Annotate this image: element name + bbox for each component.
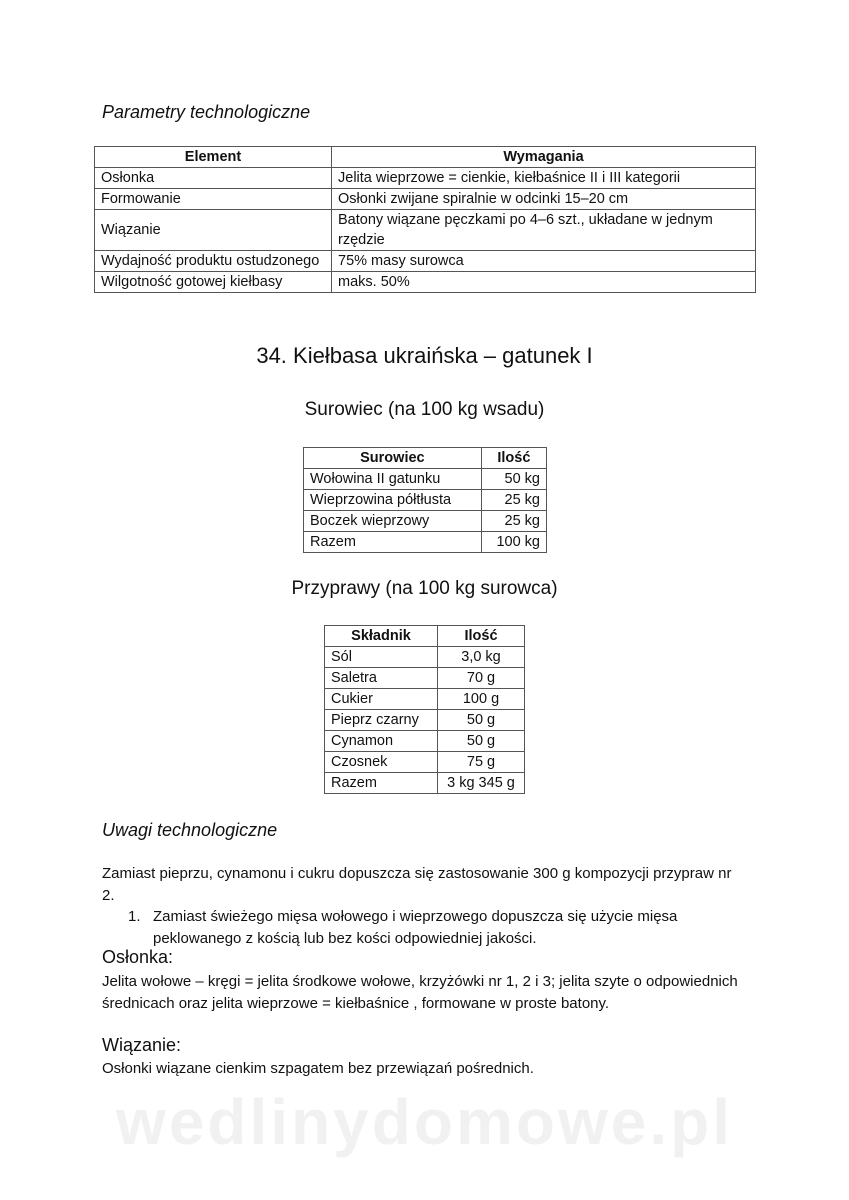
notes-paragraph: Zamiast pieprzu, cynamonu i cukru dopuszcza się zastosowanie 300 g kompozycji przypraw nr 2. — [102, 865, 732, 904]
table-row — [325, 710, 525, 731]
table-row — [304, 490, 547, 511]
cell-label: Wieprzowina półtłusta — [304, 490, 482, 511]
table-row — [95, 189, 756, 210]
cell-value: Jelita wieprzowe = cienkie, kiełbaśnice II i III kategorii — [332, 168, 756, 189]
casing-heading: Osłonka: — [102, 947, 174, 967]
cell-label: Razem — [304, 532, 482, 553]
list-item: Zamiast świeżego mięsa wołowego i wieprzowego dopuszcza się użycie mięsa peklowanego z kością lub bez kości odpowiedniej jakości. — [153, 908, 678, 947]
tying-text: Osłonki wiązane cienkim szpagatem bez przewiązań pośrednich. — [102, 1060, 534, 1077]
spice-heading: Przyprawy (na 100 kg surowca) — [291, 578, 558, 599]
table-row — [95, 168, 756, 189]
col-header: Ilość — [438, 626, 525, 647]
table-row — [325, 647, 525, 668]
cell-value: 3 kg 345 g — [438, 773, 525, 794]
list-number: 1. — [128, 908, 141, 925]
cell-label: Czosnek — [325, 752, 438, 773]
raw-table — [303, 447, 547, 553]
col-header: Element — [95, 147, 332, 168]
watermark: wedlinydomowe.pl — [116, 1086, 733, 1158]
cell-value: 70 g — [438, 668, 525, 689]
cell-label: Cukier — [325, 689, 438, 710]
col-header: Wymagania — [332, 147, 756, 168]
cell-value: 25 kg — [481, 490, 546, 511]
table-row — [95, 210, 756, 251]
table-row — [325, 689, 525, 710]
params-table — [94, 146, 756, 293]
cell-label: Pieprz czarny — [325, 710, 438, 731]
cell-label: Wydajność produktu ostudzonego — [95, 251, 332, 272]
cell-label: Cynamon — [325, 731, 438, 752]
table-row — [325, 668, 525, 689]
col-header: Surowiec — [304, 448, 482, 469]
table-row — [304, 511, 547, 532]
cell-value: Batony wiązane pęczkami po 4–6 szt., układane w jednym rzędzie — [332, 210, 756, 251]
params-heading: Parametry technologiczne — [102, 102, 311, 122]
cell-label: Osłonka — [95, 168, 332, 189]
cell-label: Formowanie — [95, 189, 332, 210]
table-row — [325, 752, 525, 773]
table-row — [325, 731, 525, 752]
cell-label: Razem — [325, 773, 438, 794]
cell-value: 25 kg — [481, 511, 546, 532]
cell-value: 50 kg — [481, 469, 546, 490]
cell-value: 100 kg — [481, 532, 546, 553]
cell-value: 50 g — [438, 731, 525, 752]
col-header: Ilość — [481, 448, 546, 469]
cell-value: 3,0 kg — [438, 647, 525, 668]
cell-label: Wilgotność gotowej kiełbasy — [95, 272, 332, 293]
notes-heading: Uwagi technologiczne — [102, 820, 278, 840]
table-row — [325, 773, 525, 794]
cell-label: Sól — [325, 647, 438, 668]
cell-label: Wiązanie — [95, 210, 332, 251]
recipe-title: 34. Kiełbasa ukraińska – gatunek I — [256, 343, 593, 368]
tying-heading: Wiązanie: — [102, 1035, 182, 1055]
cell-label: Wołowina II gatunku — [304, 469, 482, 490]
cell-value: maks. 50% — [332, 272, 756, 293]
cell-label: Boczek wieprzowy — [304, 511, 482, 532]
spice-table — [324, 625, 525, 794]
cell-value: 75% masy surowca — [332, 251, 756, 272]
cell-value: Osłonki zwijane spiralnie w odcinki 15–20 cm — [332, 189, 756, 210]
cell-value: 50 g — [438, 710, 525, 731]
table-row — [304, 469, 547, 490]
table-row — [304, 532, 547, 553]
table-row — [95, 272, 756, 293]
cell-label: Saletra — [325, 668, 438, 689]
table-row — [95, 251, 756, 272]
cell-value: 100 g — [438, 689, 525, 710]
col-header: Składnik — [325, 626, 438, 647]
cell-value: 75 g — [438, 752, 525, 773]
casing-text: Jelita wołowe – kręgi = jelita środkowe wołowe, krzyżówki nr 1, 2 i 3; jelita szyte o odpowiednich średnicach oraz jelita wieprzowe = kiełbaśnice , formowane w proste batony. — [102, 973, 738, 1012]
raw-heading: Surowiec (na 100 kg wsadu) — [304, 399, 545, 420]
